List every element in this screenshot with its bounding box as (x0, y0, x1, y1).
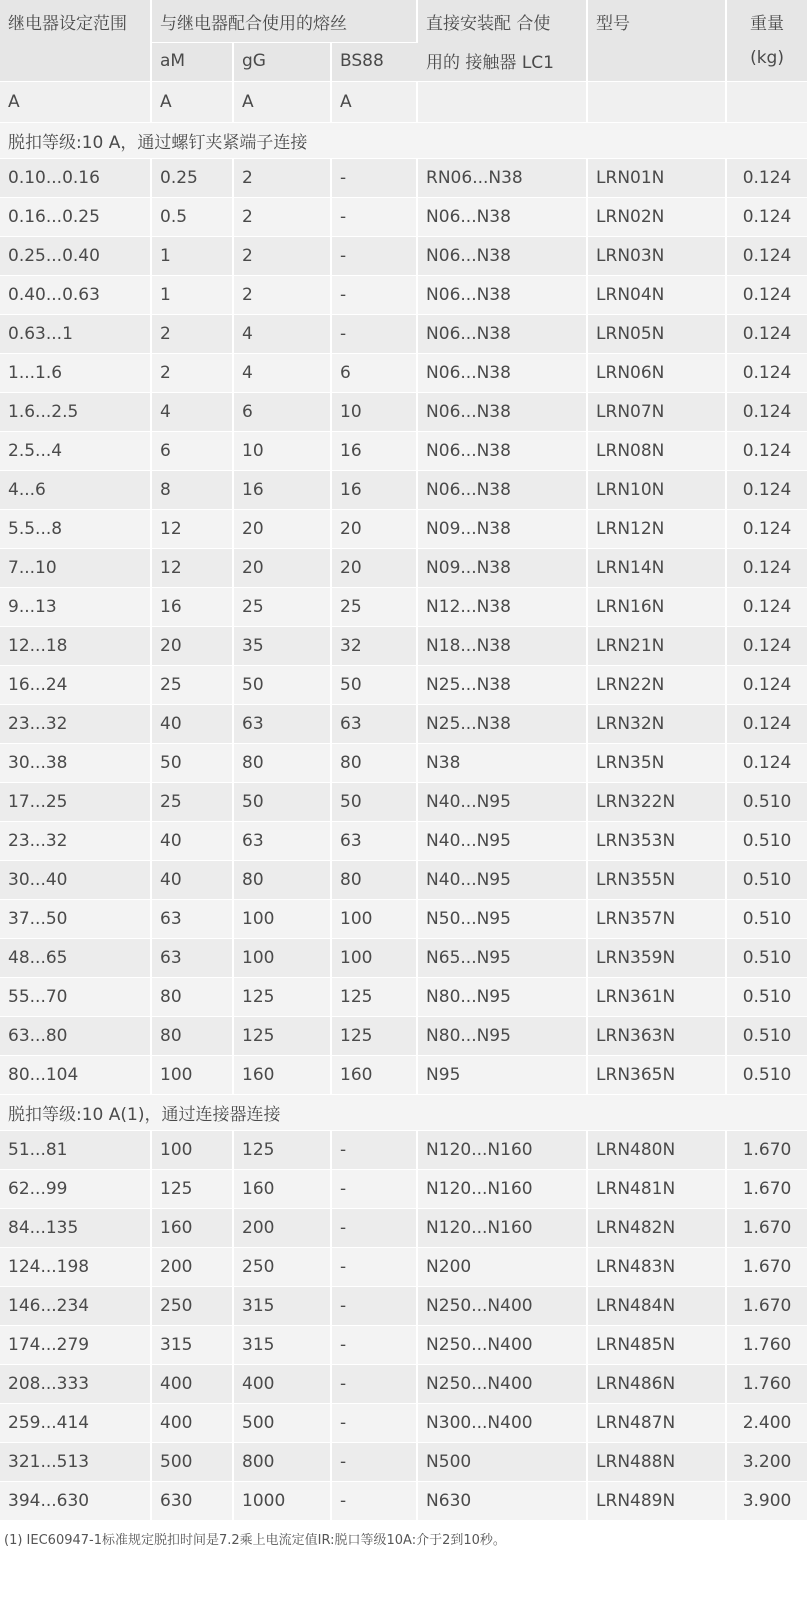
cell-model: LRN485N (588, 1326, 727, 1365)
cell-fuse-gg: 315 (234, 1287, 332, 1326)
cell-fuse-gg: 20 (234, 549, 332, 588)
cell-setting-range: 0.10...0.16 (0, 159, 152, 198)
cell-model: LRN355N (588, 861, 727, 900)
table-row (0, 159, 807, 198)
cell-fuse-am: 8 (152, 471, 234, 510)
header-fuse-group: 与继电器配合使用的熔丝 (152, 0, 418, 43)
cell-setting-range: 7...10 (0, 549, 152, 588)
table-row (0, 1209, 807, 1248)
cell-weight: 1.670 (727, 1170, 807, 1209)
cell-fuse-gg: 63 (234, 705, 332, 744)
header-gg: gG (234, 43, 332, 82)
cell-setting-range: 17...25 (0, 783, 152, 822)
cell-fuse-am: 40 (152, 822, 234, 861)
cell-weight: 0.124 (727, 549, 807, 588)
cell-model: LRN03N (588, 237, 727, 276)
table-row (0, 705, 807, 744)
cell-contactor: N09...N38 (418, 549, 588, 588)
cell-contactor: N09...N38 (418, 510, 588, 549)
cell-weight: 0.124 (727, 198, 807, 237)
cell-weight: 0.124 (727, 666, 807, 705)
cell-contactor: N300...N400 (418, 1404, 588, 1443)
header-row (0, 0, 807, 43)
cell-fuse-bs88: - (332, 1482, 418, 1521)
cell-fuse-bs88: 80 (332, 744, 418, 783)
cell-fuse-gg: 200 (234, 1209, 332, 1248)
cell-contactor: N120...N160 (418, 1131, 588, 1170)
cell-contactor: N80...N95 (418, 1017, 588, 1056)
cell-model: LRN363N (588, 1017, 727, 1056)
section-rows-screw (0, 159, 807, 1095)
cell-weight: 1.760 (727, 1326, 807, 1365)
cell-fuse-bs88: 63 (332, 705, 418, 744)
cell-weight: 0.124 (727, 354, 807, 393)
section-title: 脱扣等级:10 A(1)，通过连接器连接 (0, 1095, 807, 1131)
cell-fuse-gg: 100 (234, 900, 332, 939)
cell-setting-range: 1.6...2.5 (0, 393, 152, 432)
cell-fuse-gg: 160 (234, 1170, 332, 1209)
cell-model: LRN14N (588, 549, 727, 588)
cell-fuse-bs88: 10 (332, 393, 418, 432)
cell-fuse-bs88: 20 (332, 549, 418, 588)
cell-setting-range: 37...50 (0, 900, 152, 939)
header-model: 型号 (588, 0, 727, 82)
cell-model: LRN486N (588, 1365, 727, 1404)
table-row (0, 354, 807, 393)
cell-contactor: N95 (418, 1056, 588, 1095)
cell-weight: 1.670 (727, 1131, 807, 1170)
cell-fuse-am: 40 (152, 705, 234, 744)
table-row (0, 1131, 807, 1170)
cell-fuse-am: 6 (152, 432, 234, 471)
cell-contactor: N200 (418, 1248, 588, 1287)
cell-fuse-gg: 2 (234, 198, 332, 237)
header-am: aM (152, 43, 234, 82)
header-setting-range: 继电器设定范围 (0, 0, 152, 82)
cell-weight: 2.400 (727, 1404, 807, 1443)
cell-setting-range: 0.16...0.25 (0, 198, 152, 237)
table-row (0, 588, 807, 627)
cell-fuse-am: 63 (152, 939, 234, 978)
cell-setting-range: 321...513 (0, 1443, 152, 1482)
cell-setting-range: 84...135 (0, 1209, 152, 1248)
cell-fuse-gg: 125 (234, 978, 332, 1017)
table-row (0, 939, 807, 978)
cell-contactor: N06...N38 (418, 432, 588, 471)
cell-fuse-am: 4 (152, 393, 234, 432)
section-title-row (0, 123, 807, 159)
cell-fuse-bs88: - (332, 1131, 418, 1170)
cell-fuse-gg: 80 (234, 744, 332, 783)
cell-fuse-gg: 250 (234, 1248, 332, 1287)
cell-contactor: N06...N38 (418, 354, 588, 393)
cell-fuse-am: 0.5 (152, 198, 234, 237)
table-row (0, 276, 807, 315)
cell-weight: 0.124 (727, 276, 807, 315)
cell-model: LRN01N (588, 159, 727, 198)
cell-model: LRN487N (588, 1404, 727, 1443)
cell-setting-range: 55...70 (0, 978, 152, 1017)
cell-fuse-gg: 4 (234, 315, 332, 354)
cell-fuse-am: 40 (152, 861, 234, 900)
cell-fuse-gg: 160 (234, 1056, 332, 1095)
cell-fuse-am: 0.25 (152, 159, 234, 198)
cell-weight: 0.124 (727, 315, 807, 354)
cell-setting-range: 30...38 (0, 744, 152, 783)
cell-fuse-bs88: - (332, 1326, 418, 1365)
cell-model: LRN359N (588, 939, 727, 978)
cell-fuse-gg: 2 (234, 276, 332, 315)
cell-setting-range: 4...6 (0, 471, 152, 510)
cell-contactor: RN06...N38 (418, 159, 588, 198)
table-row (0, 627, 807, 666)
cell-model: LRN12N (588, 510, 727, 549)
cell-setting-range: 23...32 (0, 705, 152, 744)
table-row (0, 315, 807, 354)
table-row (0, 666, 807, 705)
cell-contactor: N40...N95 (418, 822, 588, 861)
cell-fuse-am: 100 (152, 1131, 234, 1170)
cell-fuse-gg: 6 (234, 393, 332, 432)
cell-model: LRN22N (588, 666, 727, 705)
table-row (0, 510, 807, 549)
cell-fuse-bs88: - (332, 237, 418, 276)
unit-gg: A (234, 82, 332, 123)
table-row (0, 1056, 807, 1095)
cell-setting-range: 16...24 (0, 666, 152, 705)
cell-fuse-bs88: 80 (332, 861, 418, 900)
cell-model: LRN21N (588, 627, 727, 666)
cell-fuse-am: 80 (152, 1017, 234, 1056)
cell-fuse-gg: 50 (234, 666, 332, 705)
cell-fuse-gg: 500 (234, 1404, 332, 1443)
cell-contactor: N120...N160 (418, 1209, 588, 1248)
table-row (0, 1482, 807, 1521)
cell-fuse-am: 16 (152, 588, 234, 627)
cell-fuse-gg: 63 (234, 822, 332, 861)
cell-weight: 0.510 (727, 822, 807, 861)
cell-contactor: N630 (418, 1482, 588, 1521)
cell-fuse-am: 400 (152, 1365, 234, 1404)
cell-fuse-gg: 2 (234, 159, 332, 198)
cell-fuse-bs88: - (332, 1287, 418, 1326)
cell-weight: 1.760 (727, 1365, 807, 1404)
cell-model: LRN322N (588, 783, 727, 822)
header-weight: 重量 (kg) (727, 0, 807, 82)
cell-fuse-bs88: 125 (332, 978, 418, 1017)
cell-model: LRN02N (588, 198, 727, 237)
cell-fuse-gg: 1000 (234, 1482, 332, 1521)
cell-setting-range: 146...234 (0, 1287, 152, 1326)
cell-contactor: N500 (418, 1443, 588, 1482)
cell-weight: 0.124 (727, 393, 807, 432)
table-row (0, 198, 807, 237)
cell-contactor: N250...N400 (418, 1287, 588, 1326)
table-row (0, 822, 807, 861)
table-row (0, 1365, 807, 1404)
table-row (0, 1017, 807, 1056)
unit-am: A (152, 82, 234, 123)
unit-row (0, 82, 807, 123)
cell-fuse-am: 20 (152, 627, 234, 666)
table-row (0, 978, 807, 1017)
cell-fuse-gg: 35 (234, 627, 332, 666)
cell-fuse-gg: 80 (234, 861, 332, 900)
cell-weight: 0.510 (727, 939, 807, 978)
cell-contactor: N120...N160 (418, 1170, 588, 1209)
header-contactor: 直接安装配 合使 用的 接触器 LC1 (418, 0, 588, 82)
cell-fuse-am: 80 (152, 978, 234, 1017)
cell-fuse-bs88: - (332, 159, 418, 198)
cell-fuse-bs88: - (332, 1365, 418, 1404)
cell-fuse-gg: 20 (234, 510, 332, 549)
cell-fuse-am: 125 (152, 1170, 234, 1209)
cell-fuse-bs88: 16 (332, 471, 418, 510)
cell-fuse-am: 12 (152, 510, 234, 549)
footnote: (1) IEC60947-1标准规定脱扣时间是7.2乘上电流定值IR:脱口等级10A:介于2到10秒。 (4, 1533, 506, 1548)
cell-contactor: N50...N95 (418, 900, 588, 939)
cell-model: LRN04N (588, 276, 727, 315)
cell-contactor: N38 (418, 744, 588, 783)
cell-fuse-am: 400 (152, 1404, 234, 1443)
cell-weight: 0.510 (727, 861, 807, 900)
cell-contactor: N65...N95 (418, 939, 588, 978)
cell-setting-range: 48...65 (0, 939, 152, 978)
cell-contactor: N250...N400 (418, 1326, 588, 1365)
cell-fuse-bs88: - (332, 198, 418, 237)
cell-model: LRN06N (588, 354, 727, 393)
table-row (0, 1248, 807, 1287)
unit-range: A (0, 82, 152, 123)
cell-fuse-am: 2 (152, 315, 234, 354)
cell-model: LRN481N (588, 1170, 727, 1209)
cell-contactor: N06...N38 (418, 237, 588, 276)
table-row (0, 1170, 807, 1209)
cell-setting-range: 63...80 (0, 1017, 152, 1056)
cell-setting-range: 12...18 (0, 627, 152, 666)
unit-bs88: A (332, 82, 418, 123)
section-rows-connector (0, 1131, 807, 1521)
cell-fuse-bs88: 16 (332, 432, 418, 471)
table-row (0, 861, 807, 900)
table-row (0, 1326, 807, 1365)
cell-contactor: N25...N38 (418, 705, 588, 744)
cell-setting-range: 0.40...0.63 (0, 276, 152, 315)
cell-fuse-gg: 4 (234, 354, 332, 393)
cell-fuse-gg: 2 (234, 237, 332, 276)
cell-model: LRN483N (588, 1248, 727, 1287)
cell-fuse-bs88: 32 (332, 627, 418, 666)
cell-contactor: N12...N38 (418, 588, 588, 627)
cell-weight: 0.510 (727, 978, 807, 1017)
cell-setting-range: 80...104 (0, 1056, 152, 1095)
cell-fuse-bs88: 25 (332, 588, 418, 627)
cell-contactor: N06...N38 (418, 198, 588, 237)
cell-fuse-bs88: 125 (332, 1017, 418, 1056)
cell-fuse-gg: 400 (234, 1365, 332, 1404)
cell-setting-range: 9...13 (0, 588, 152, 627)
table-row (0, 432, 807, 471)
cell-fuse-bs88: - (332, 1404, 418, 1443)
cell-setting-range: 5.5...8 (0, 510, 152, 549)
table-row (0, 393, 807, 432)
cell-weight: 0.124 (727, 588, 807, 627)
cell-setting-range: 30...40 (0, 861, 152, 900)
cell-fuse-bs88: - (332, 315, 418, 354)
table-row (0, 237, 807, 276)
cell-weight: 0.124 (727, 627, 807, 666)
section-title-row (0, 1095, 807, 1131)
cell-model: LRN35N (588, 744, 727, 783)
cell-fuse-bs88: - (332, 1248, 418, 1287)
table-row (0, 1404, 807, 1443)
cell-fuse-am: 200 (152, 1248, 234, 1287)
cell-contactor: N06...N38 (418, 471, 588, 510)
cell-contactor: N25...N38 (418, 666, 588, 705)
header-bs88: BS88 (332, 43, 418, 82)
cell-contactor: N18...N38 (418, 627, 588, 666)
cell-fuse-gg: 100 (234, 939, 332, 978)
cell-fuse-am: 160 (152, 1209, 234, 1248)
cell-weight: 0.510 (727, 1056, 807, 1095)
cell-fuse-am: 63 (152, 900, 234, 939)
cell-weight: 1.670 (727, 1248, 807, 1287)
cell-weight: 3.200 (727, 1443, 807, 1482)
cell-setting-range: 51...81 (0, 1131, 152, 1170)
cell-weight: 0.124 (727, 432, 807, 471)
cell-weight: 0.124 (727, 510, 807, 549)
cell-fuse-am: 100 (152, 1056, 234, 1095)
table-row (0, 744, 807, 783)
cell-weight: 0.124 (727, 159, 807, 198)
cell-setting-range: 174...279 (0, 1326, 152, 1365)
cell-fuse-bs88: 100 (332, 900, 418, 939)
cell-model: LRN365N (588, 1056, 727, 1095)
cell-setting-range: 394...630 (0, 1482, 152, 1521)
cell-fuse-bs88: 50 (332, 666, 418, 705)
cell-fuse-am: 250 (152, 1287, 234, 1326)
cell-fuse-bs88: 20 (332, 510, 418, 549)
cell-setting-range: 208...333 (0, 1365, 152, 1404)
cell-fuse-gg: 800 (234, 1443, 332, 1482)
cell-fuse-gg: 10 (234, 432, 332, 471)
cell-setting-range: 2.5...4 (0, 432, 152, 471)
cell-fuse-gg: 125 (234, 1131, 332, 1170)
cell-fuse-bs88: 63 (332, 822, 418, 861)
cell-model: LRN16N (588, 588, 727, 627)
cell-fuse-bs88: - (332, 276, 418, 315)
cell-fuse-am: 1 (152, 237, 234, 276)
cell-contactor: N250...N400 (418, 1365, 588, 1404)
cell-model: LRN07N (588, 393, 727, 432)
cell-model: LRN480N (588, 1131, 727, 1170)
table-row (0, 900, 807, 939)
cell-fuse-am: 2 (152, 354, 234, 393)
cell-model: LRN488N (588, 1443, 727, 1482)
cell-contactor: N40...N95 (418, 783, 588, 822)
cell-contactor: N06...N38 (418, 276, 588, 315)
cell-contactor: N40...N95 (418, 861, 588, 900)
cell-fuse-am: 1 (152, 276, 234, 315)
cell-weight: 1.670 (727, 1209, 807, 1248)
cell-model: LRN08N (588, 432, 727, 471)
cell-fuse-am: 25 (152, 783, 234, 822)
cell-setting-range: 259...414 (0, 1404, 152, 1443)
cell-model: LRN484N (588, 1287, 727, 1326)
table-row (0, 783, 807, 822)
cell-fuse-bs88: - (332, 1170, 418, 1209)
cell-fuse-am: 630 (152, 1482, 234, 1521)
cell-fuse-gg: 50 (234, 783, 332, 822)
cell-weight: 0.124 (727, 705, 807, 744)
cell-model: LRN32N (588, 705, 727, 744)
cell-weight: 0.510 (727, 900, 807, 939)
cell-contactor: N80...N95 (418, 978, 588, 1017)
cell-fuse-bs88: - (332, 1443, 418, 1482)
cell-weight: 0.124 (727, 237, 807, 276)
cell-contactor: N06...N38 (418, 315, 588, 354)
table-row (0, 1287, 807, 1326)
cell-weight: 0.124 (727, 471, 807, 510)
cell-setting-range: 0.63...1 (0, 315, 152, 354)
table-row (0, 549, 807, 588)
cell-weight: 3.900 (727, 1482, 807, 1521)
cell-fuse-gg: 315 (234, 1326, 332, 1365)
cell-model: LRN357N (588, 900, 727, 939)
cell-model: LRN05N (588, 315, 727, 354)
cell-fuse-bs88: 50 (332, 783, 418, 822)
cell-fuse-gg: 25 (234, 588, 332, 627)
section-title: 脱扣等级:10 A，通过螺钉夹紧端子连接 (0, 123, 807, 159)
cell-fuse-bs88: 100 (332, 939, 418, 978)
cell-model: LRN10N (588, 471, 727, 510)
table-row (0, 1443, 807, 1482)
cell-weight: 1.670 (727, 1287, 807, 1326)
cell-model: LRN361N (588, 978, 727, 1017)
cell-weight: 0.510 (727, 783, 807, 822)
cell-model: LRN489N (588, 1482, 727, 1521)
cell-setting-range: 62...99 (0, 1170, 152, 1209)
cell-setting-range: 1...1.6 (0, 354, 152, 393)
cell-weight: 0.510 (727, 1017, 807, 1056)
cell-fuse-am: 12 (152, 549, 234, 588)
cell-setting-range: 23...32 (0, 822, 152, 861)
cell-fuse-am: 315 (152, 1326, 234, 1365)
cell-fuse-am: 25 (152, 666, 234, 705)
cell-fuse-bs88: 160 (332, 1056, 418, 1095)
cell-fuse-am: 50 (152, 744, 234, 783)
cell-model: LRN353N (588, 822, 727, 861)
cell-contactor: N06...N38 (418, 393, 588, 432)
cell-model: LRN482N (588, 1209, 727, 1248)
cell-fuse-bs88: 6 (332, 354, 418, 393)
table-row (0, 471, 807, 510)
cell-fuse-am: 500 (152, 1443, 234, 1482)
cell-fuse-gg: 125 (234, 1017, 332, 1056)
cell-setting-range: 0.25...0.40 (0, 237, 152, 276)
cell-fuse-gg: 16 (234, 471, 332, 510)
cell-setting-range: 124...198 (0, 1248, 152, 1287)
cell-weight: 0.124 (727, 744, 807, 783)
cell-fuse-bs88: - (332, 1209, 418, 1248)
